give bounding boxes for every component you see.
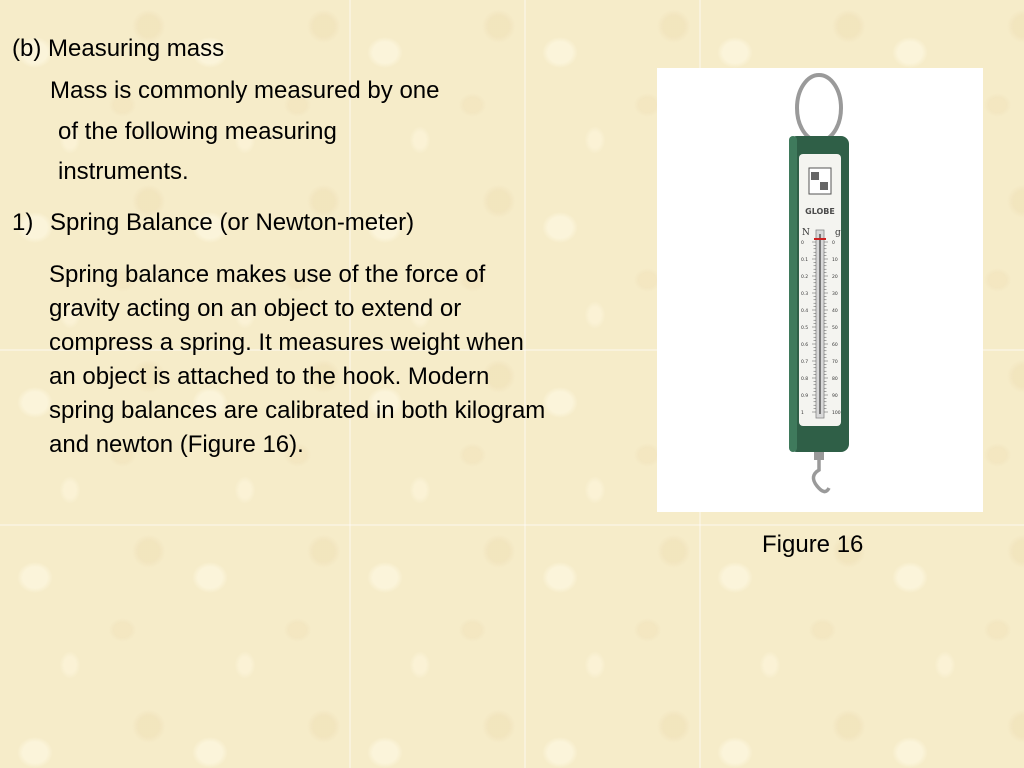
right-scale-label: 100	[832, 411, 841, 416]
left-scale-label: 0.1	[801, 258, 809, 263]
right-scale-label: 60	[832, 343, 838, 348]
list-item-number: 1)	[12, 209, 34, 236]
right-scale-label: 90	[832, 394, 838, 399]
description-line: spring balances are calibrated in both kilogram	[49, 397, 546, 424]
left-unit-label: N	[802, 228, 810, 238]
logo-emblem	[809, 168, 831, 194]
left-scale-label: 0.5	[801, 326, 809, 331]
description-line: an object is attached to the hook. Modern	[49, 363, 490, 390]
left-scale-label: 0.2	[801, 275, 809, 280]
spring-balance-image	[657, 68, 983, 512]
intro-line-3: instruments.	[58, 158, 189, 185]
left-scale-label: 0.6	[801, 343, 809, 348]
description-line: gravity acting on an object to extend or	[49, 295, 462, 322]
right-unit-label: g	[835, 228, 841, 238]
left-scale-label: 0.3	[801, 292, 809, 297]
spring-balance-figure	[657, 68, 983, 512]
right-scale-label: 20	[832, 275, 838, 280]
top-ring-icon	[797, 75, 841, 141]
hook-icon	[813, 460, 829, 492]
figure-caption: Figure 16	[762, 531, 864, 558]
description-paragraph	[49, 258, 649, 462]
section-heading: (b) Measuring mass	[12, 35, 225, 62]
left-scale-label: 0.8	[801, 377, 809, 382]
right-scale-label: 40	[832, 309, 838, 314]
description-line: Spring balance makes use of the force of	[49, 261, 486, 288]
description-line: and newton (Figure 16).	[49, 431, 304, 458]
intro-line-1: Mass is commonly measured by one	[50, 77, 440, 104]
right-scale-label: 70	[832, 360, 838, 365]
intro-line-2: of the following measuring	[58, 118, 337, 145]
left-scale-label: 0.7	[801, 360, 809, 365]
right-scale-label: 80	[832, 377, 838, 382]
indicator-marker	[814, 238, 826, 240]
left-scale-label: 0.4	[801, 309, 809, 314]
right-scale-label: 10	[832, 258, 838, 263]
left-scale-label: 0.9	[801, 394, 809, 399]
brand-label: GLOBE	[805, 207, 835, 216]
right-scale-label: 30	[832, 292, 838, 297]
list-item-title: Spring Balance (or Newton-meter)	[50, 209, 415, 236]
background-grid-line	[0, 524, 1024, 526]
description-line: compress a spring. It measures weight when	[49, 329, 524, 356]
right-scale-label: 0	[832, 241, 835, 246]
right-scale-label: 50	[832, 326, 838, 331]
left-scale-label: 0	[801, 241, 804, 246]
left-scale-label: 1	[801, 411, 804, 416]
